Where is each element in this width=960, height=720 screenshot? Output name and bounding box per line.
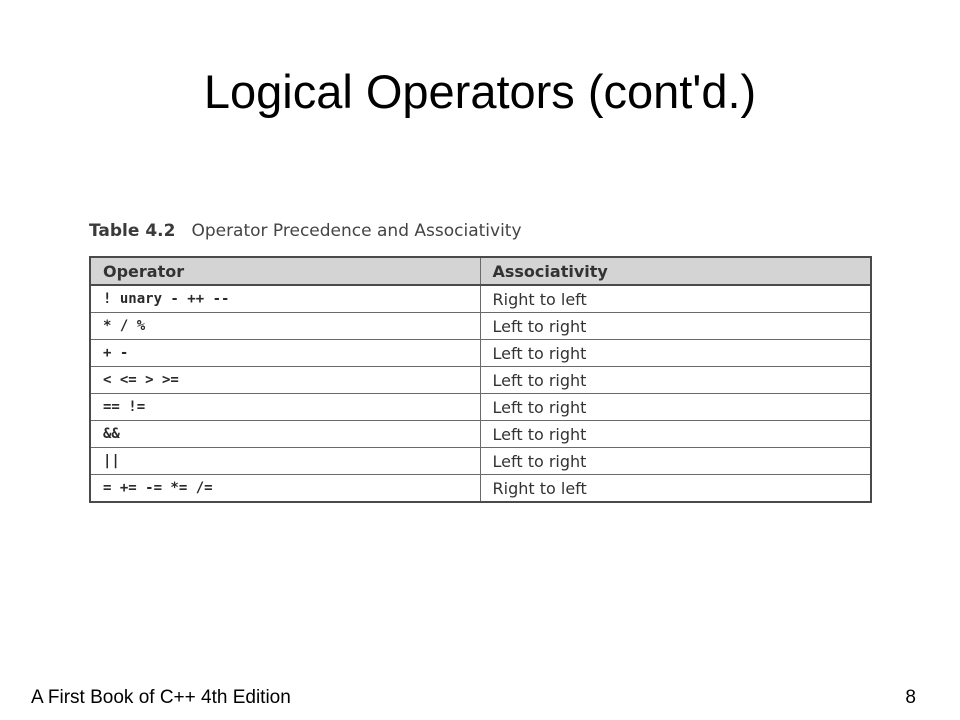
operator-cell: = += -= *= /= <box>90 475 480 503</box>
table-title: Operator Precedence and Associativity <box>191 221 522 241</box>
associativity-cell: Left to right <box>480 448 871 475</box>
table-row <box>90 448 871 475</box>
associativity-cell: Left to right <box>480 313 871 340</box>
table-header-row <box>90 257 871 285</box>
table-row <box>90 475 871 503</box>
operator-cell: || <box>90 448 480 475</box>
table-row <box>90 340 871 367</box>
header-associativity: Associativity <box>480 257 871 285</box>
table-caption <box>89 219 522 243</box>
associativity-cell: Left to right <box>480 340 871 367</box>
operator-cell: < <= > >= <box>90 367 480 394</box>
operator-cell: * / % <box>90 313 480 340</box>
table-label: Table 4.2 <box>89 221 176 241</box>
slide-title: Logical Operators (cont'd.) <box>203 65 757 118</box>
operator-cell: == != <box>90 394 480 421</box>
table-row <box>90 285 871 313</box>
operator-cell: ! unary - ++ -- <box>90 285 480 313</box>
operator-precedence-table <box>89 256 872 503</box>
associativity-cell: Right to left <box>480 475 871 503</box>
footer-book-title: A First Book of C++ 4th Edition <box>31 687 291 708</box>
page-number: 8 <box>905 687 916 708</box>
operator-cell: + - <box>90 340 480 367</box>
table-row <box>90 394 871 421</box>
header-operator: Operator <box>90 257 480 285</box>
associativity-cell: Left to right <box>480 367 871 394</box>
table-row <box>90 367 871 394</box>
operator-cell: && <box>90 421 480 448</box>
associativity-cell: Left to right <box>480 394 871 421</box>
associativity-cell: Right to left <box>480 285 871 313</box>
associativity-cell: Left to right <box>480 421 871 448</box>
table-row <box>90 421 871 448</box>
table-row <box>90 313 871 340</box>
